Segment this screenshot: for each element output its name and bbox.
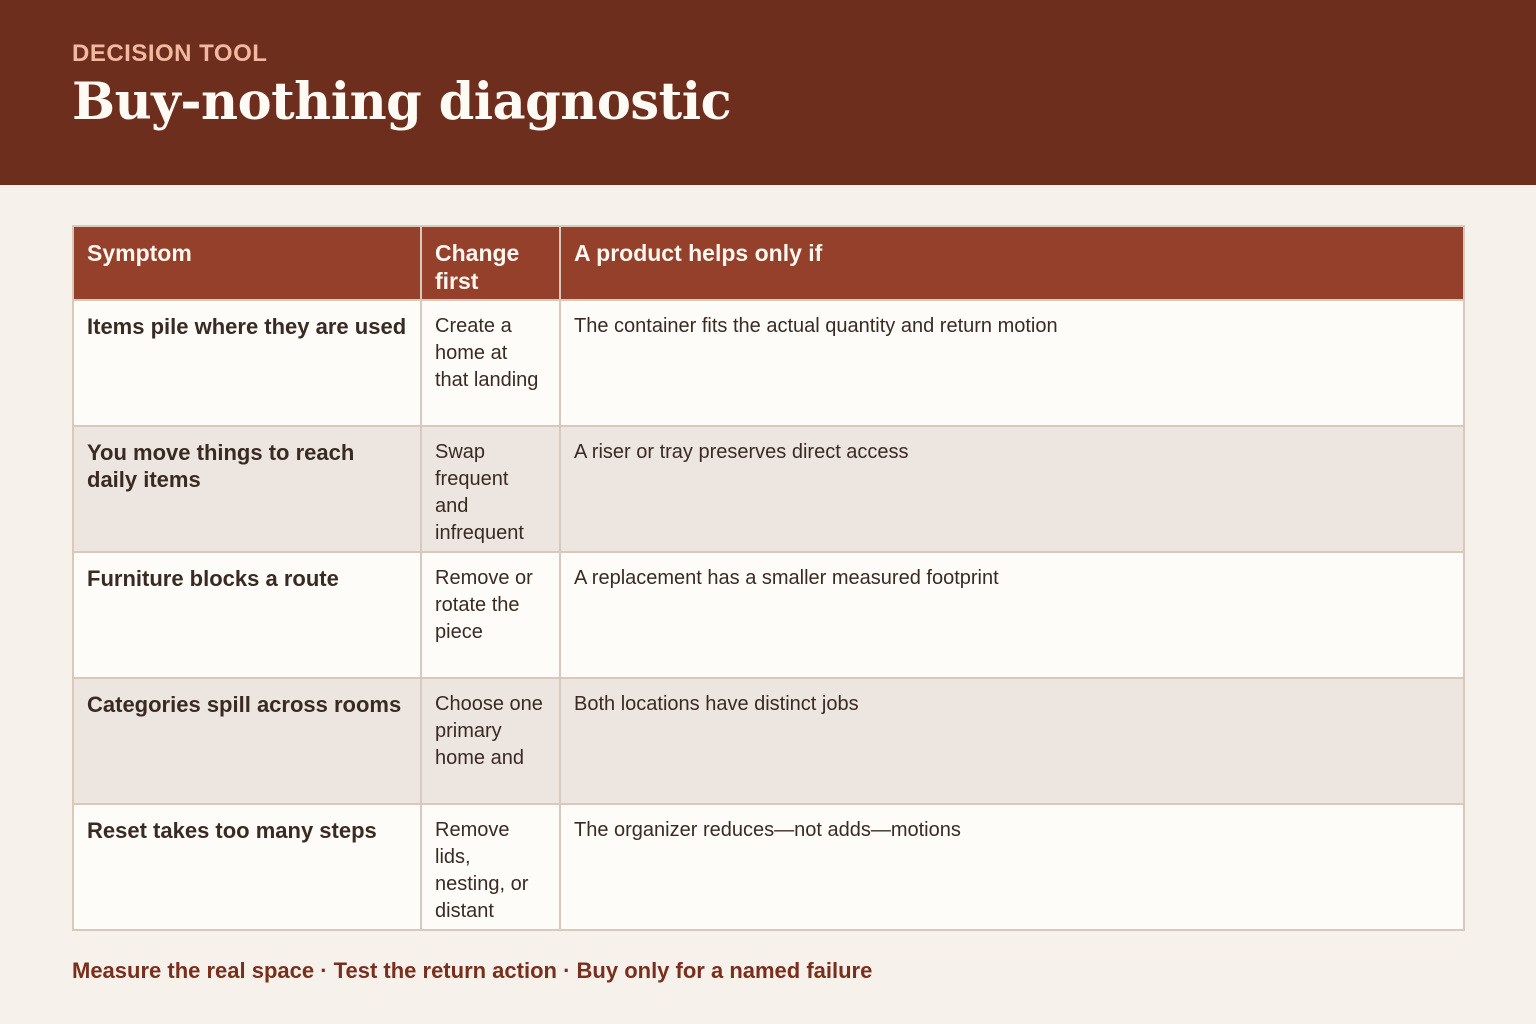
diagnostic-table bbox=[72, 225, 1465, 931]
symptom-text: Categories spill across rooms bbox=[87, 692, 402, 717]
column-header-symptom: Symptom bbox=[73, 226, 421, 300]
symptom-text: Furniture blocks a route bbox=[87, 566, 339, 591]
product-condition-cell bbox=[560, 426, 1464, 552]
page-header bbox=[0, 0, 1536, 185]
table-row bbox=[73, 678, 1464, 804]
change-first-cell bbox=[421, 300, 560, 426]
page-title: Buy-nothing diagnostic bbox=[72, 72, 732, 132]
symptom-cell bbox=[73, 678, 421, 804]
symptom-text: Reset takes too many steps bbox=[87, 818, 377, 843]
product-condition-cell bbox=[560, 300, 1464, 426]
footer-tagline: Measure the real space · Test the return action · Buy only for a named failure bbox=[72, 958, 873, 983]
product-condition-cell bbox=[560, 804, 1464, 930]
product-condition-text: Both locations have distinct jobs bbox=[574, 693, 859, 715]
table-header-row bbox=[73, 226, 1464, 300]
symptom-cell bbox=[73, 426, 421, 552]
change-first-text: Swap frequent and infrequent bbox=[435, 441, 524, 544]
product-condition-text: The organizer reduces—not adds—motions bbox=[574, 819, 961, 841]
change-first-cell bbox=[421, 552, 560, 678]
symptom-cell bbox=[73, 804, 421, 930]
change-first-cell bbox=[421, 426, 560, 552]
product-condition-text: A riser or tray preserves direct access bbox=[574, 441, 909, 463]
product-condition-cell bbox=[560, 552, 1464, 678]
eyebrow-label: DECISION TOOL bbox=[72, 40, 268, 67]
change-first-cell bbox=[421, 804, 560, 930]
table-row bbox=[73, 804, 1464, 930]
table-row bbox=[73, 552, 1464, 678]
change-first-text: Create a home at that landing bbox=[435, 315, 539, 391]
table-row bbox=[73, 300, 1464, 426]
change-first-text: Remove or rotate the piece bbox=[435, 567, 533, 643]
symptom-cell bbox=[73, 552, 421, 678]
table-row bbox=[73, 426, 1464, 552]
symptom-text: Items pile where they are used bbox=[87, 314, 407, 339]
change-first-cell bbox=[421, 678, 560, 804]
product-condition-text: A replacement has a smaller measured footprint bbox=[574, 567, 999, 589]
product-condition-cell bbox=[560, 678, 1464, 804]
change-first-text: Remove lids, nesting, or distant bbox=[435, 819, 529, 922]
column-header-product-helps: A product helps only if bbox=[560, 226, 1464, 300]
product-condition-text: The container fits the actual quantity and return motion bbox=[574, 315, 1058, 337]
symptom-text: You move things to reach daily items bbox=[87, 440, 355, 492]
change-first-text: Choose one primary home and bbox=[435, 693, 543, 769]
column-header-change-first: Change first bbox=[421, 226, 560, 300]
symptom-cell bbox=[73, 300, 421, 426]
